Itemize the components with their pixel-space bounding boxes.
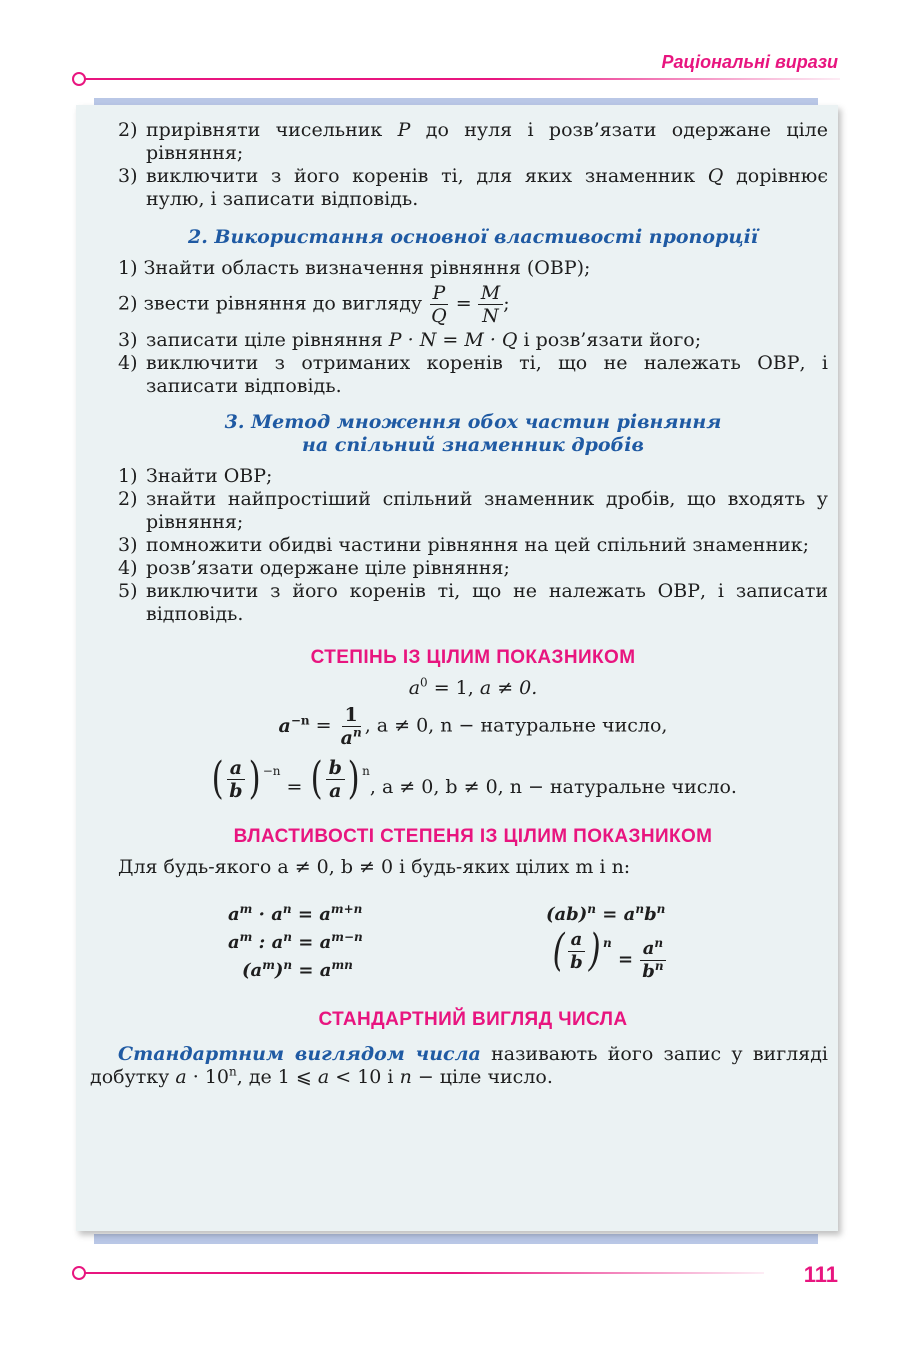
properties-left-column bbox=[228, 901, 363, 985]
item-text: записати ціле рівняння bbox=[146, 329, 389, 351]
item-text: знайти найпростіший спільний знаменник дробів, що входять у рівняння; bbox=[146, 488, 828, 533]
section-heading: 3. Метод множення обох частин рівняння bbox=[224, 411, 722, 433]
list-item bbox=[118, 119, 828, 165]
fraction bbox=[338, 704, 365, 749]
footer-rule bbox=[74, 1272, 764, 1274]
item-number: 3) bbox=[118, 534, 138, 556]
properties-formulas bbox=[118, 891, 828, 1001]
content-column bbox=[90, 119, 828, 1089]
list-item bbox=[118, 282, 828, 327]
item-text: Знайти область визначення рівняння (ОВР); bbox=[143, 257, 591, 279]
exponent: n bbox=[362, 764, 370, 778]
denominator: a bbox=[329, 779, 342, 802]
list-item bbox=[118, 352, 828, 398]
item-number: 4) bbox=[118, 352, 138, 374]
item-number: 5) bbox=[118, 580, 138, 602]
formula-fraction-power: ( $\frac{a}{b}$ ) $^{-n}$ = ( $\frac{b}{a}$ ) $^n$, a ≠ 0, b ≠ 0, n − натуральне число. bbox=[118, 755, 828, 803]
section-heading: 2. Використання основної властивості пропорції bbox=[187, 226, 759, 248]
item-text: прирівняти чисельник bbox=[146, 119, 398, 141]
formula-text: , a ≠ 0, b ≠ 0, n − натуральне число. bbox=[369, 776, 737, 798]
item-number: 4) bbox=[118, 557, 138, 579]
list-item bbox=[118, 257, 828, 280]
formula-negative-exponent: $a^{-n}$ = $\frac{1}{a^n}$ , a ≠ 0, n − натуральне число, bbox=[278, 704, 668, 749]
denominator: $a^n$ bbox=[340, 725, 362, 749]
parenthesized-fraction: ( $\frac{a}{b}$ ) bbox=[211, 753, 261, 804]
fraction bbox=[478, 282, 503, 327]
section-heading: СТЕПІНЬ ІЗ ЦІЛИМ ПОКАЗНИКОМ bbox=[310, 647, 636, 668]
formula-zero-exponent bbox=[118, 677, 828, 700]
item-number: 1) bbox=[118, 465, 138, 487]
numerator: b bbox=[326, 757, 345, 780]
exponent: −n bbox=[262, 764, 281, 778]
condition: a ≠ 0. bbox=[479, 677, 538, 699]
content-box bbox=[76, 105, 838, 1231]
list-item bbox=[118, 580, 828, 626]
property-product-power: $(ab)^n = a^nb^n$ bbox=[546, 902, 666, 925]
numerator: a bbox=[227, 757, 245, 780]
header-rule-ring bbox=[72, 72, 86, 86]
item-text: виключити з отриманих коренів ті, що не належать ОВР, і записати відповідь. bbox=[146, 352, 828, 397]
item-number: 3) bbox=[118, 165, 138, 187]
parenthesized-fraction: ( $\frac{b}{a}$ ) bbox=[311, 753, 360, 804]
item-text: виключити з його коренів ті, для яких знаменник bbox=[146, 165, 708, 187]
list-item bbox=[118, 465, 828, 488]
header-rule bbox=[74, 78, 840, 80]
equals-sign: = bbox=[455, 292, 472, 315]
item-text: і розв’язати його; bbox=[517, 329, 702, 351]
item-text: до нуля і розв’язати одержане ціле рівняння; bbox=[146, 119, 828, 164]
fraction bbox=[428, 282, 450, 327]
formula: P · N = M · Q bbox=[388, 329, 518, 351]
item-number: 2) bbox=[118, 119, 138, 141]
properties-intro: Для будь-якого a ≠ 0, b ≠ 0 і будь-яких цілих m і n: bbox=[118, 856, 631, 878]
definition-paragraph: Стандартним виглядом числа називають його запис у вигляді добутку $a \cdot 10^n$, де 1 ⩽ a < 10 і n − ціле число. bbox=[90, 1043, 828, 1088]
formula-text: , a ≠ 0, n − натуральне число, bbox=[364, 714, 668, 737]
property-quotient: $a^m$ : $a^n = a^{m-n}$ bbox=[228, 930, 363, 953]
variable: P bbox=[397, 119, 411, 141]
formula-text: = 1, bbox=[427, 677, 480, 699]
section-heading: СТАНДАРТНИЙ ВИГЛЯД ЧИСЛА bbox=[318, 1009, 628, 1030]
item-text: помножити обидві частини рівняння на цей спільний знаменник; bbox=[146, 534, 810, 556]
denominator: Q bbox=[431, 305, 447, 327]
base: a bbox=[278, 714, 291, 737]
base: a bbox=[408, 677, 421, 699]
variable: Q bbox=[707, 165, 724, 187]
running-header: Раціональні вирази bbox=[661, 52, 838, 72]
exponent: −n bbox=[290, 713, 310, 728]
item-text: дорівнює нулю, і записати відповідь. bbox=[146, 165, 828, 210]
item-number: 2) bbox=[118, 488, 138, 510]
list-item bbox=[118, 557, 828, 580]
defined-term: Стандартним виглядом числа bbox=[118, 1043, 481, 1065]
item-text: розв’язати одержане ціле рівняння; bbox=[146, 557, 510, 579]
property-quotient-power: ( $\frac{a}{b}$ ) $^n$ = $\frac{a^n}{b^n}$ bbox=[550, 927, 667, 983]
denominator: b bbox=[229, 779, 243, 802]
section-heading: на спільний знаменник дробів bbox=[302, 434, 644, 456]
item-number: 2) bbox=[118, 292, 138, 315]
item-text: виключити з його коренів ті, що не належать ОВР, і записати відповідь. bbox=[146, 580, 828, 625]
item-text: Знайти ОВР; bbox=[146, 465, 273, 487]
item-number: 3) bbox=[118, 329, 138, 351]
numerator: 1 bbox=[342, 704, 361, 727]
item-number: 1) bbox=[118, 257, 138, 279]
list-item bbox=[118, 165, 828, 211]
page-number: 111 bbox=[803, 1262, 838, 1287]
list-item bbox=[118, 329, 828, 352]
list-item bbox=[118, 534, 828, 557]
numerator: M bbox=[478, 282, 503, 305]
numerator: P bbox=[430, 282, 449, 305]
punctuation: ; bbox=[503, 292, 510, 315]
box-bottom-strip bbox=[94, 1234, 818, 1244]
section-heading: ВЛАСТИВОСТІ СТЕПЕНЯ ІЗ ЦІЛИМ ПОКАЗНИКОМ bbox=[233, 826, 713, 847]
property-product: $a^m \cdot a^n = a^{m+n}$ bbox=[228, 902, 363, 925]
property-power-of-power: $(a^m)^n = a^{mn}$ bbox=[242, 958, 353, 981]
footer-rule-ring bbox=[72, 1266, 86, 1280]
exponent: 0 bbox=[420, 675, 428, 690]
denominator: N bbox=[482, 305, 499, 327]
item-text: звести рівняння до вигляду bbox=[143, 292, 429, 315]
list-item bbox=[118, 488, 828, 534]
